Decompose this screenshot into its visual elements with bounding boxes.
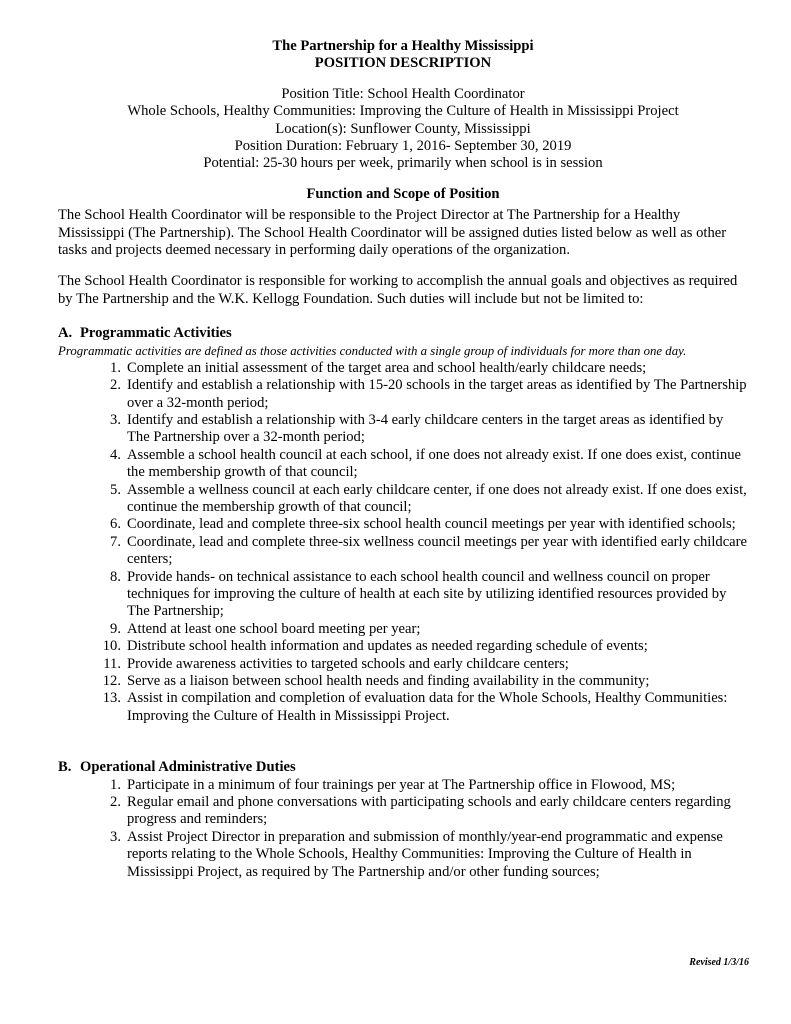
list-item — [58, 569, 748, 621]
document-header — [58, 38, 748, 73]
list-text: Distribute school health information and updates as needed regarding schedule of events; — [127, 638, 648, 655]
section-title-text: Operational Administrative Duties — [80, 759, 296, 776]
list-text: Coordinate, lead and complete three-six school health council meetings per year with identified schools; — [127, 516, 736, 533]
position-potential: Potential: 25-30 hours per week, primarily when school is in session — [203, 155, 603, 172]
scope-paragraph-1: The School Health Coordinator will be responsible to the Project Director at The Partnership for a Healthy Mississippi (The Partnership). The School Health Coordinator will be assigned duties listed below as well as other tasks and projects deemed necessary in performing daily operations of the organization. — [58, 207, 727, 259]
list-item — [58, 482, 748, 517]
list-text: Serve as a liaison between school health needs and finding availability in the community; — [127, 673, 650, 689]
list-item — [58, 534, 748, 569]
list-item — [58, 621, 748, 638]
section-programmatic-activities — [58, 325, 748, 725]
list-text: Participate in a minimum of four trainings per year at The Partnership office in Flowood, MS; — [127, 776, 676, 793]
list-text: Provide awareness activities to targeted schools and early childcare centers; — [127, 655, 569, 672]
list-number: 2. — [110, 377, 121, 394]
section-title-text: Programmatic Activities — [80, 325, 232, 342]
list-number: 5. — [110, 481, 121, 498]
programmatic-activities-list — [58, 360, 748, 726]
section-operational-administrative-duties — [58, 759, 748, 881]
list-text: Provide hands- on technical assistance to each school health council and wellness council on proper techniques for improving the culture of health at each site by utilizing identified resources provided by The Partnership; — [127, 568, 727, 620]
organization-name: The Partnership for a Healthy Mississippi — [272, 38, 534, 54]
position-duration: Position Duration: February 1, 2016- September 30, 2019 — [234, 138, 572, 155]
list-number: 4. — [110, 446, 121, 463]
list-text: Regular email and phone conversations with participating schools and early childcare centers regarding progress and reminders; — [127, 794, 731, 828]
list-item — [58, 638, 748, 655]
position-summary — [58, 86, 748, 173]
list-text: Assemble a school health council at each school, if one does not already exist. If one does exist, continue the membership growth of that council; — [127, 446, 741, 481]
list-text: Identify and establish a relationship with 3-4 early childcare centers in the target areas as identified by The Partnership over a 32-month period; — [127, 411, 724, 446]
list-text: Coordinate, lead and complete three-six wellness council meetings per year with identified early childcare centers; — [127, 533, 747, 568]
document-page — [58, 32, 748, 881]
list-text: Identify and establish a relationship with 15-20 schools in the target areas as identified by The Partnership over a 32-month period; — [127, 377, 747, 411]
list-number: 12. — [102, 673, 121, 689]
list-text: Attend at least one school board meeting per year; — [127, 620, 421, 637]
section-title — [58, 759, 748, 776]
list-item — [58, 794, 748, 829]
administrative-duties-list — [58, 777, 748, 881]
section-letter: A. — [58, 325, 73, 342]
list-number: 1. — [110, 359, 121, 376]
position-title: Position Title: School Health Coordinator — [281, 85, 525, 102]
scope-paragraph-2: The School Health Coordinator is responsible for working to accomplish the annual goals and objectives as required by The Partnership and the W.K. Kellogg Foundation. Such duties will include but not be limited to: — [58, 273, 738, 307]
position-project: Whole Schools, Healthy Communities: Improving the Culture of Health in Mississippi Project — [127, 103, 679, 120]
list-item — [58, 829, 748, 881]
list-number: 2. — [110, 794, 121, 811]
list-item — [58, 656, 748, 673]
list-number: 9. — [110, 620, 121, 637]
section-title — [58, 325, 748, 342]
list-item — [58, 516, 748, 533]
list-number: 6. — [110, 516, 121, 533]
list-item — [58, 447, 748, 482]
list-item — [58, 673, 748, 690]
position-location: Location(s): Sunflower County, Mississippi — [275, 120, 531, 137]
document-type: POSITION DESCRIPTION — [314, 55, 492, 72]
revision-note: Revised 1/3/16 — [689, 957, 749, 968]
list-item — [58, 412, 748, 447]
list-number: 3. — [110, 411, 121, 428]
list-text: Complete an initial assessment of the target area and school health/early childcare needs; — [127, 359, 647, 376]
list-text: Assist in compilation and completion of evaluation data for the Whole Schools, Healthy Communities: Improving the Culture of Health in Mississippi Project. — [127, 690, 728, 724]
list-number: 1. — [110, 776, 121, 793]
list-number: 10. — [102, 638, 121, 655]
list-number: 7. — [110, 533, 121, 550]
list-item — [58, 777, 748, 794]
list-number: 11. — [103, 655, 121, 672]
list-number: 3. — [110, 828, 121, 845]
section-letter: B. — [58, 759, 72, 776]
list-number: 13. — [102, 690, 121, 707]
section-note: Programmatic activities are defined as those activities conducted with a single group of individuals for more than one day. — [58, 343, 687, 358]
list-number: 8. — [110, 568, 121, 585]
list-text: Assemble a wellness council at each early childcare center, if one does not already exist. If one does exist, continue the membership growth of that council; — [127, 481, 747, 515]
list-text: Assist Project Director in preparation and submission of monthly/year-end programmatic and expense reports relating to the Whole Schools, Healthy Communities: Improving the Culture of Health in Mississippi Project, as required by The Partnership and/or other funding sources; — [127, 828, 723, 880]
list-item — [58, 377, 748, 412]
list-item — [58, 690, 748, 725]
scope-heading: Function and Scope of Position — [306, 185, 500, 202]
list-item — [58, 360, 748, 377]
